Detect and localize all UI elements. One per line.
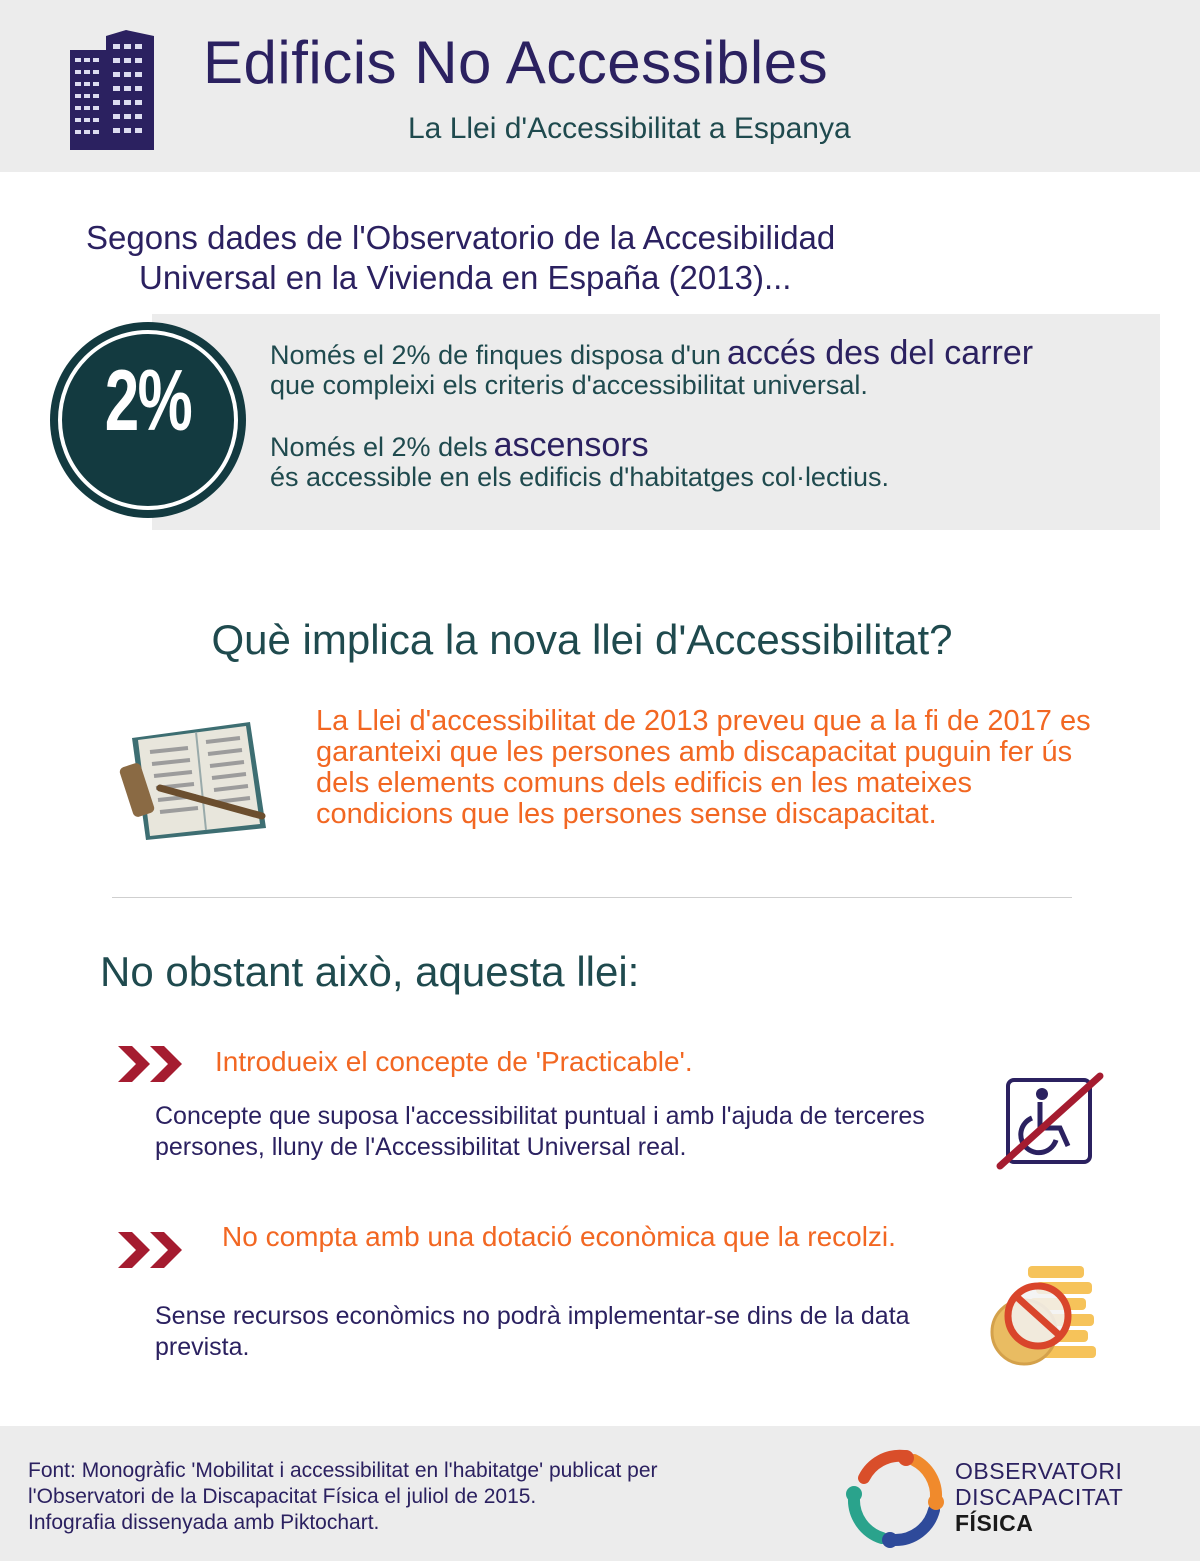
chevron-double-icon [118, 1046, 188, 1082]
intro-text [86, 218, 986, 298]
stat1-suffix: que compleixi els criteris d'accessibilitat universal. [270, 370, 868, 400]
stat-item-elevators [270, 426, 889, 492]
org-name-line-2: DISCAPACITAT [955, 1484, 1124, 1510]
stat-item-street-access [270, 334, 1034, 400]
source-line-1: Font: Monogràfic 'Mobilitat i accessibilitat en l'habitatge' publicat per [28, 1459, 658, 1482]
no-wheelchair-icon [994, 1072, 1104, 1172]
point-2-description: Sense recursos econòmics no podrà implementar-se dins de la data prevista. [155, 1302, 910, 1361]
chevron-double-icon [118, 1232, 188, 1268]
point-2-title: No compta amb una dotació econòmica que la recolzi. [222, 1221, 896, 1252]
stat2-highlight: ascensors [493, 426, 649, 464]
law-text: La Llei d'accessibilitat de 2013 preveu que a la fi de 2017 es garanteixi que les persones amb discapacitat puguin fer ús dels elements comuns dels edificis en les mateixes condicions que les persones sense discapacitat. [316, 705, 1091, 830]
section-divider [112, 897, 1072, 898]
stat2-prefix: Només el 2% dels [270, 432, 488, 462]
percent-badge-value: 2% [104, 353, 192, 449]
source-line-3: Infografia dissenyada amb Piktochart. [28, 1511, 380, 1534]
org-name-line-3: FÍSICA [955, 1510, 1034, 1536]
law-heading: Què implica la nova llei d'Accessibilitat? [211, 616, 953, 663]
org-name-line-1: OBSERVATORI [955, 1458, 1123, 1484]
intro-line-1: Segons dades de l'Observatorio de la Accesibilidad [86, 219, 836, 256]
source-line-2: l'Observatori de la Discapacitat Física el juliol de 2015. [28, 1485, 537, 1508]
observatori-logo-icon [844, 1448, 944, 1548]
stat1-highlight: accés des del carrer [726, 334, 1034, 372]
intro-line-2: Universal en la Vivienda en España (2013)... [139, 259, 792, 296]
source-credit [28, 1458, 848, 1536]
page-subtitle: La Llei d'Accessibilitat a Espanya [408, 112, 851, 145]
law-book-gavel-icon [116, 716, 276, 842]
buildings-icon [66, 28, 158, 152]
stat1-prefix: Només el 2% de finques disposa d'un [270, 340, 721, 370]
point-1-title: Introdueix el concepte de 'Practicable'. [215, 1046, 693, 1077]
stat2-suffix: és accessible en els edificis d'habitatges col·lectius. [270, 462, 889, 492]
point-1-description: Concepte que suposa l'accessibilitat puntual i amb l'ajuda de terceres persones, lluny de l'Accessibilitat Universal real. [155, 1102, 925, 1161]
however-heading: No obstant això, aquesta llei: [100, 948, 640, 995]
no-money-icon [988, 1262, 1098, 1368]
org-name [955, 1458, 1123, 1536]
page-title: Edificis No Accessibles [203, 29, 829, 96]
